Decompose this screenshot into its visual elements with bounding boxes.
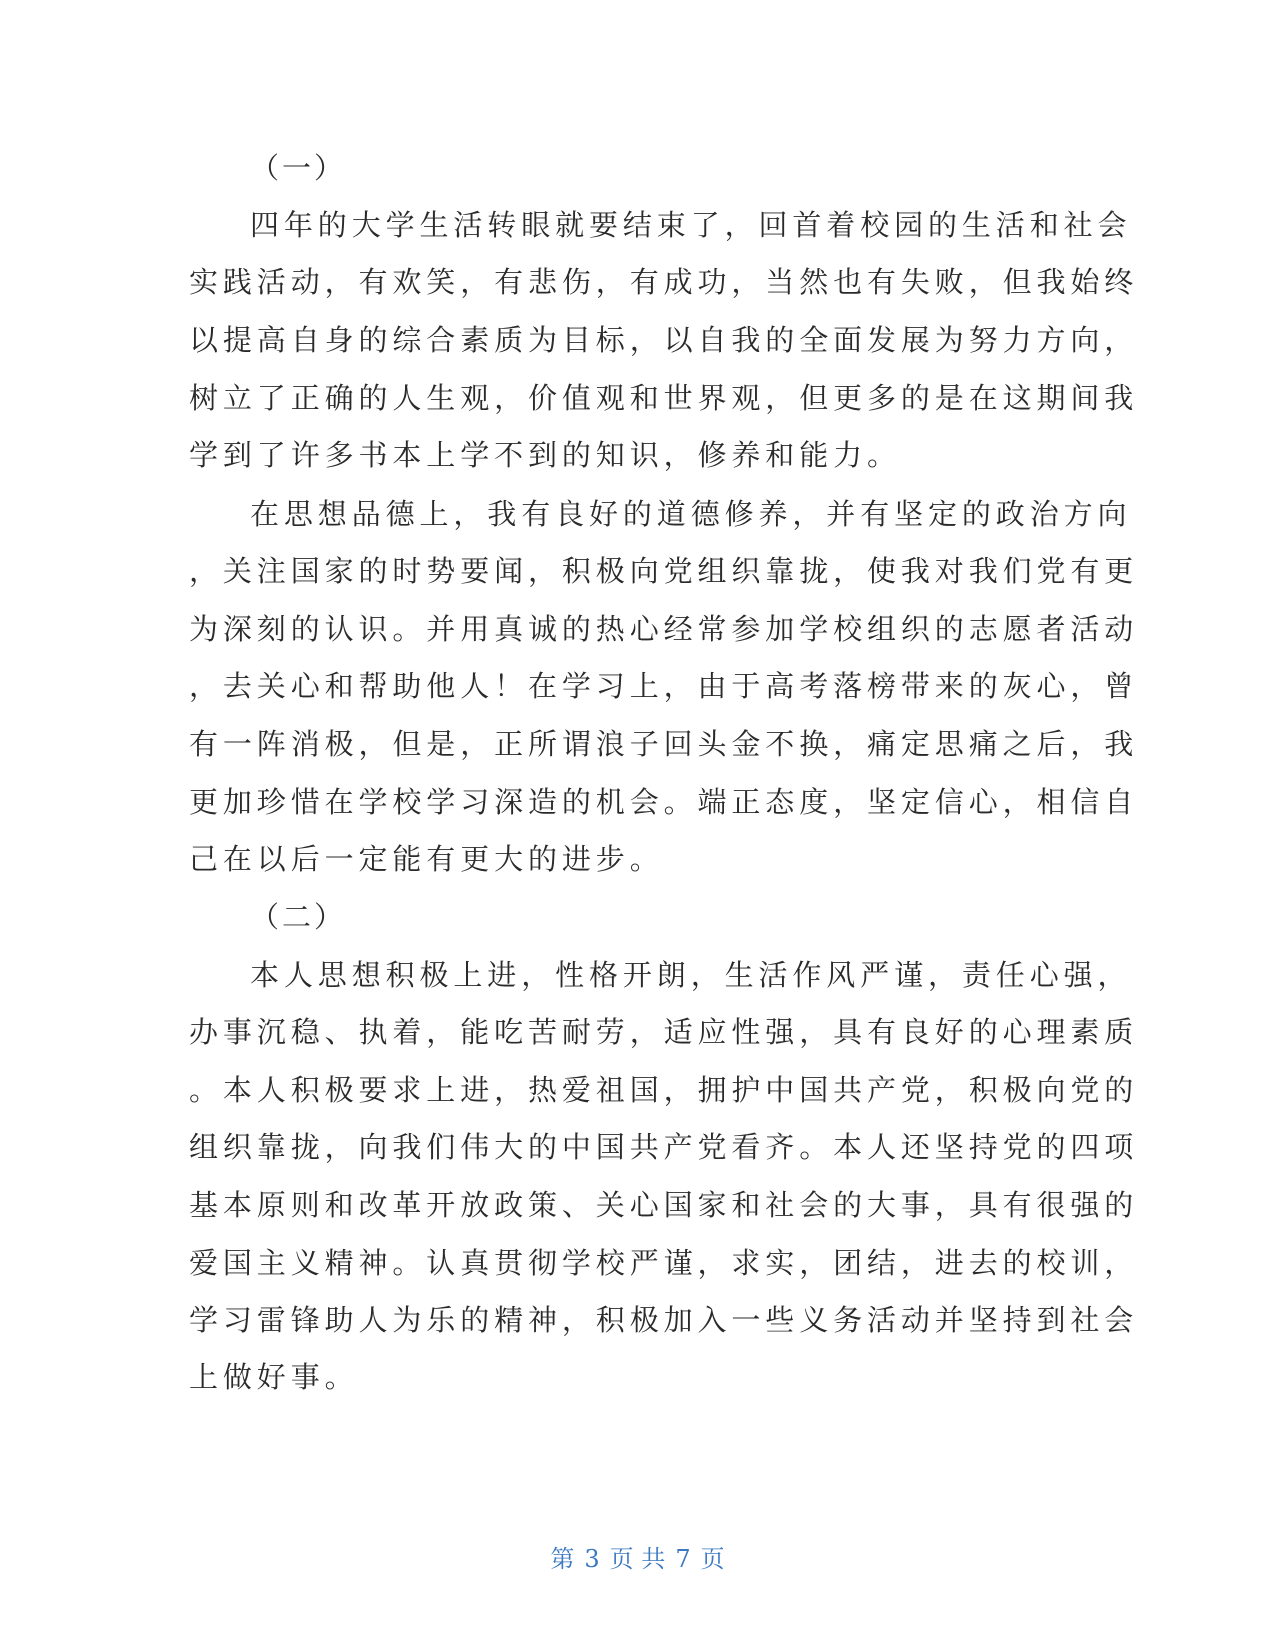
paragraph-line: 。本人积极要求上进，热爱祖国，拥护中国共产党，积极向党的 [189,1073,1139,1107]
paragraph-line: 为深刻的认识。并用真诚的热心经常参加学校组织的志愿者活动 [189,612,1139,646]
section-heading-1: （一） [250,151,347,185]
page-suffix: 页 [700,1545,725,1573]
paragraph-line: ，去关心和帮助他人！在学习上，由于高考落榜带来的灰心，曾 [189,669,1139,703]
paragraph-line: 学到了许多书本上学不到的知识，修养和能力。 [189,438,901,472]
page-number-footer [0,1543,1275,1575]
paragraph-line: 学习雷锋助人为乐的精神，积极加入一些义务活动并坚持到社会 [189,1303,1139,1337]
paragraph-line: 上做好事。 [189,1360,359,1394]
paragraph-line: 有一阵消极，但是，正所谓浪子回头金不换，痛定思痛之后，我 [189,727,1139,761]
paragraph-line: 本人思想积极上进，性格开朗，生活作风严谨，责任心强， [250,958,1132,992]
page-current: 3 [584,1545,600,1573]
paragraph-line: 树立了正确的人生观，价值观和世界观，但更多的是在这期间我 [189,381,1139,415]
section-heading-2: （二） [250,900,347,934]
paragraph-line: 办事沉稳、执着，能吃苦耐劳，适应性强，具有良好的心理素质 [189,1015,1139,1049]
page-mid: 页 共 [609,1545,666,1573]
paragraph-line: ，关注国家的时势要闻，积极向党组织靠拢，使我对我们党有更 [189,554,1139,588]
paragraph-line: 基本原则和改革开放政策、关心国家和社会的大事，具有很强的 [189,1188,1139,1222]
page-prefix: 第 [550,1545,575,1573]
paragraph-line: 更加珍惜在学校学习深造的机会。端正态度，坚定信心，相信自 [189,785,1139,819]
paragraph-line: 实践活动，有欢笑，有悲伤，有成功，当然也有失败，但我始终 [189,265,1139,299]
paragraph-line: 己在以后一定能有更大的进步。 [189,842,664,876]
paragraph-line: 爱国主义精神。认真贯彻学校严谨，求实，团结，进去的校训， [189,1246,1139,1280]
paragraph-line: 四年的大学生活转眼就要结束了，回首着校园的生活和社会 [250,208,1132,242]
paragraph-line: 以提高自身的综合素质为目标，以自我的全面发展为努力方向， [189,323,1139,357]
page-total: 7 [675,1545,691,1573]
paragraph-line: 在思想品德上，我有良好的道德修养，并有坚定的政治方向 [250,497,1132,531]
paragraph-line: 组织靠拢，向我们伟大的中国共产党看齐。本人还坚持党的四项 [189,1130,1139,1164]
